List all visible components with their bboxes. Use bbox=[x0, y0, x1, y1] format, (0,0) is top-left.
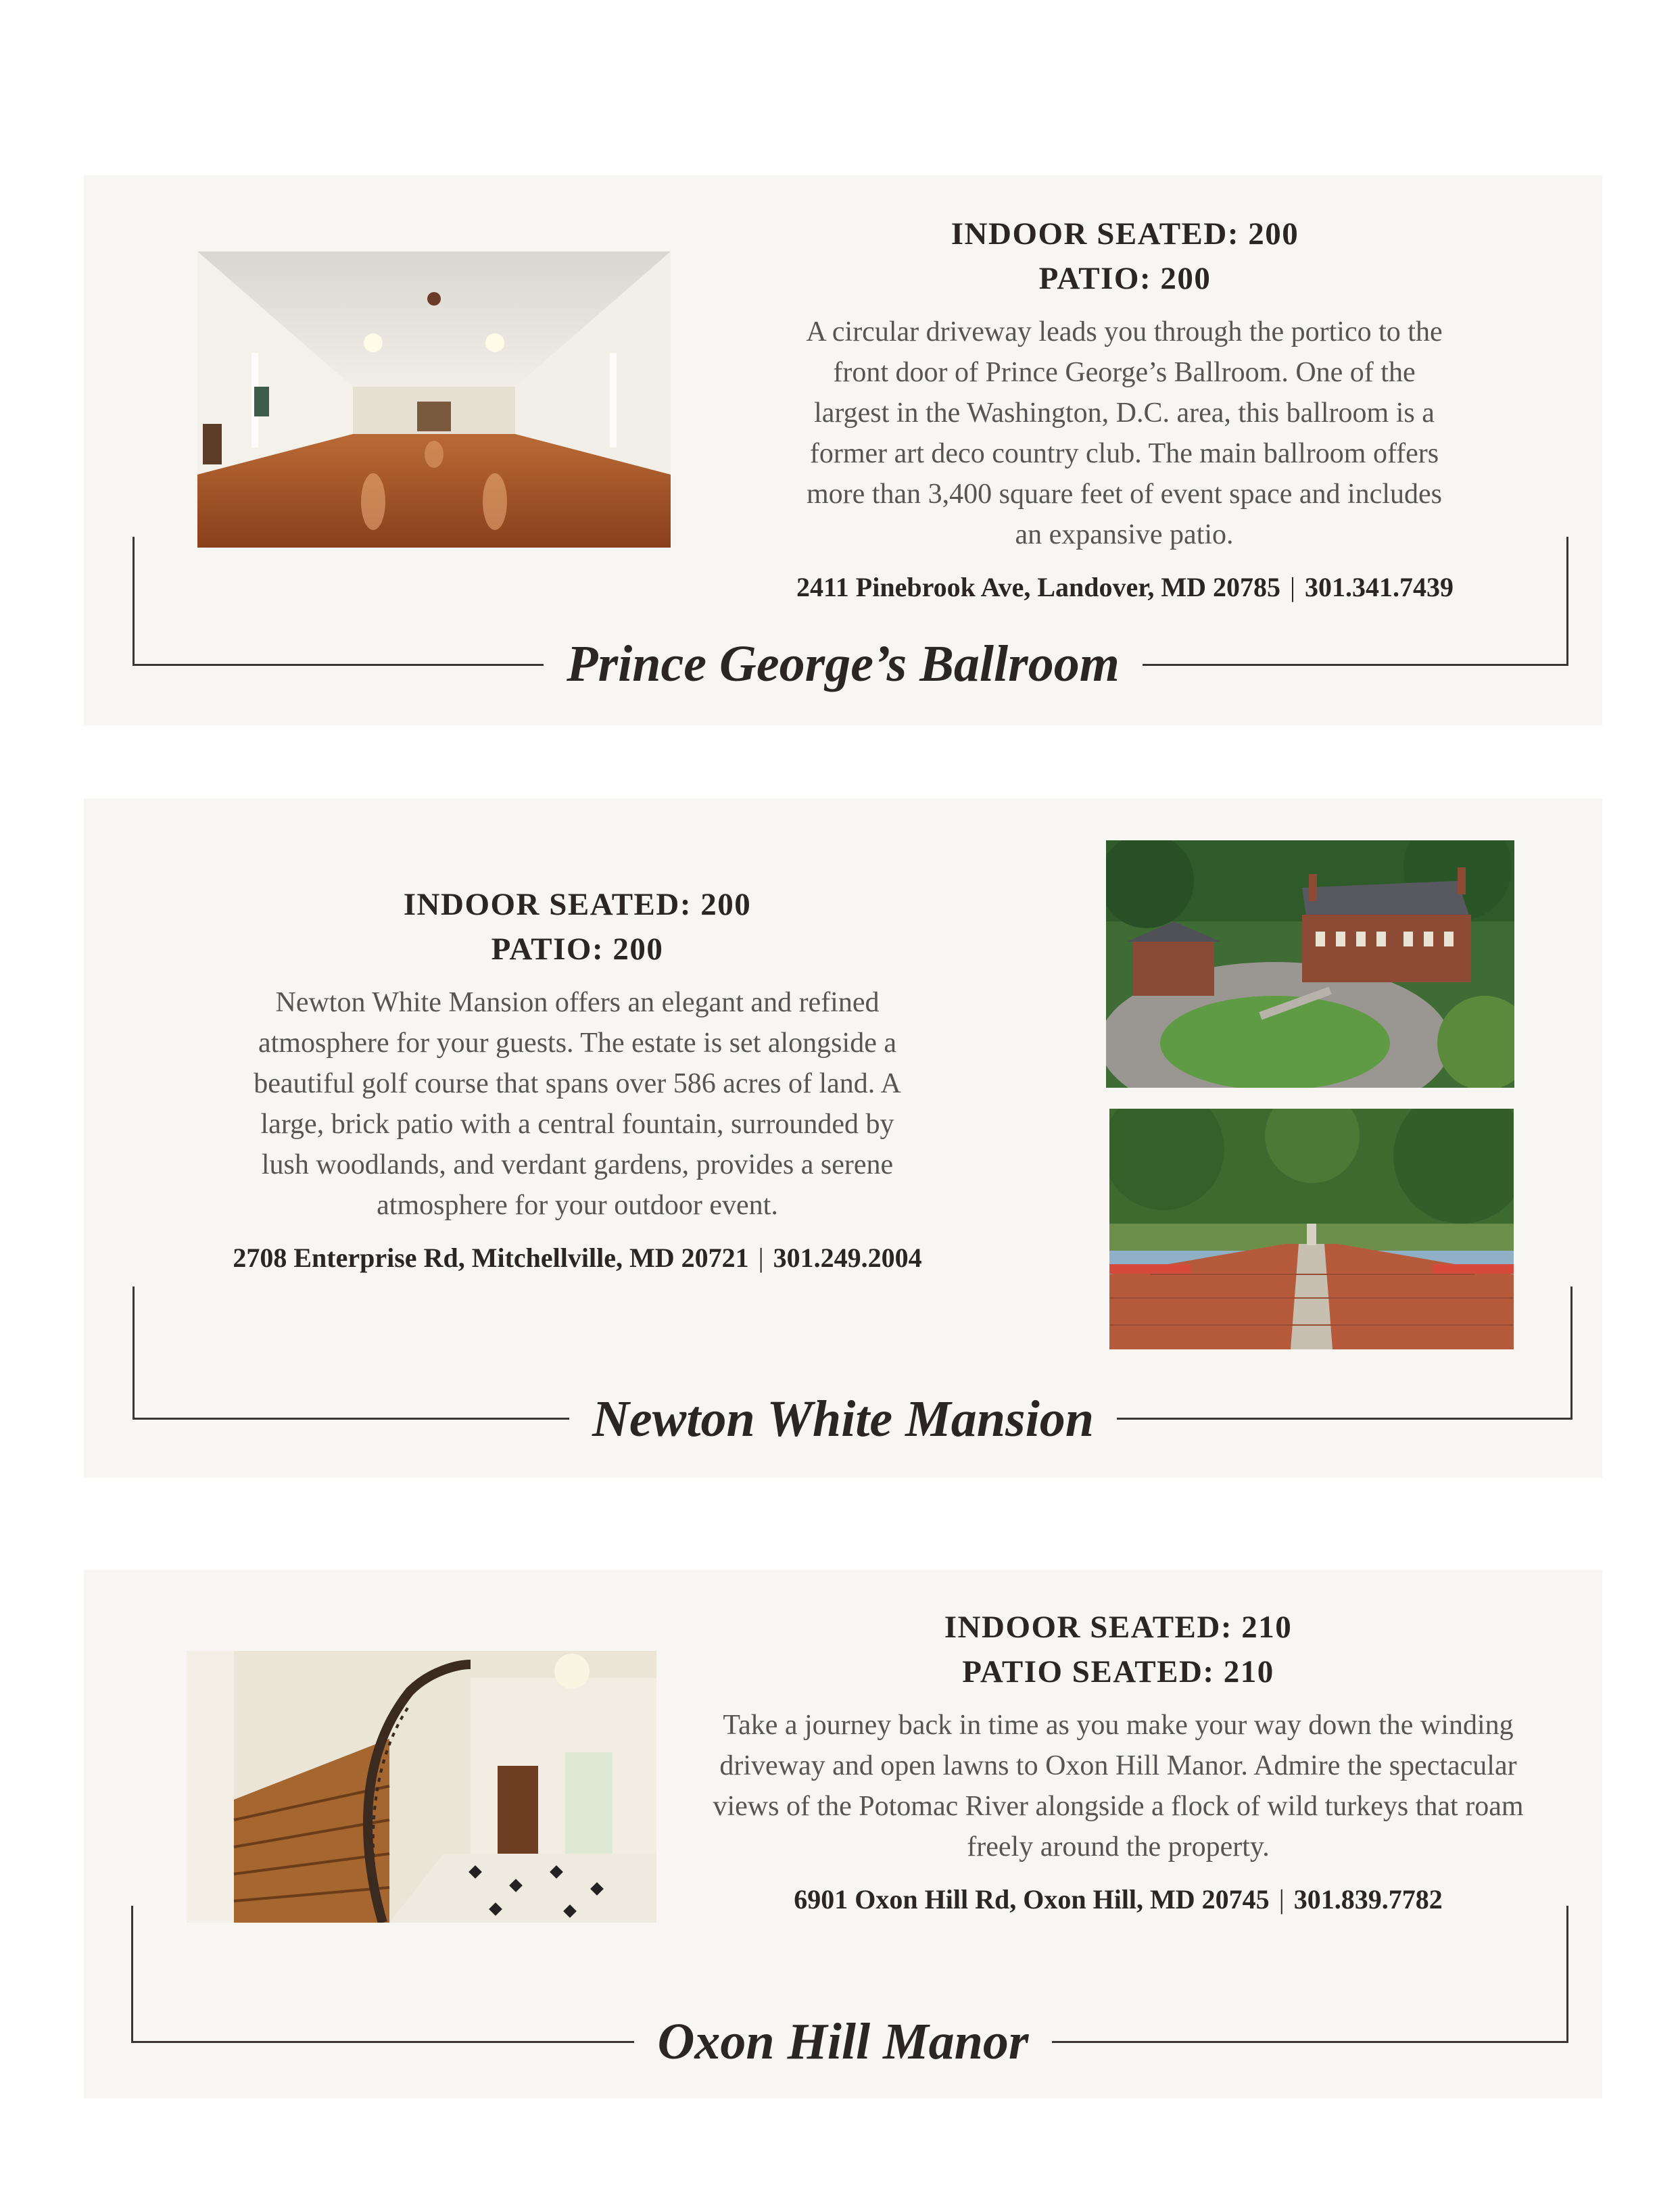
patio-capacity: PATIO: 200 bbox=[1038, 261, 1211, 296]
indoor-capacity: INDOOR SEATED: 200 bbox=[951, 216, 1299, 251]
separator: | bbox=[758, 1243, 764, 1273]
venue-address: 6901 Oxon Hill Rd, Oxon Hill, MD 20745 bbox=[794, 1884, 1270, 1915]
venue-title: Prince George’s Ballroom bbox=[544, 638, 1143, 690]
indoor-capacity: INDOOR SEATED: 200 bbox=[403, 887, 752, 922]
separator: | bbox=[1289, 572, 1295, 602]
venue-contact bbox=[165, 1242, 990, 1274]
venue-phone: 301.839.7782 bbox=[1293, 1884, 1443, 1915]
venue-title: Oxon Hill Manor bbox=[634, 2016, 1051, 2067]
ballroom-interior-photo bbox=[197, 251, 671, 548]
venue-card-oxon-hill-manor bbox=[84, 1570, 1602, 2098]
venue-phone: 301.341.7439 bbox=[1305, 572, 1454, 602]
venue-description: Newton White Mansion offers an elegant and refined atmosphere for your guests. The estate is set alongside a beautiful golf course that spans over 586 acres of land. A large, brick patio with a central fountain, surrounded by lush woodlands, and verdant gardens, provides a serene atmosphere for your outdoor event. bbox=[254, 987, 901, 1221]
staircase-interior-photo bbox=[187, 1651, 656, 1923]
venue-title: Newton White Mansion bbox=[569, 1393, 1117, 1445]
separator: | bbox=[1278, 1884, 1285, 1915]
mansion-aerial-photo bbox=[1106, 840, 1514, 1088]
venue-description: A circular driveway leads you through the portico to the front door of Prince George’s Ballroom. One of the largest in the Washington, D.C. area, this ballroom is a former art deco country club. The main ballroom offers more than 3,400 square feet of event space and includes an expansive patio. bbox=[806, 316, 1443, 550]
venue-address: 2708 Enterprise Rd, Mitchellville, MD 20721 bbox=[233, 1243, 749, 1273]
venue-phone: 301.249.2004 bbox=[773, 1243, 922, 1273]
venue-card-prince-georges-ballroom bbox=[84, 175, 1602, 725]
venue-details bbox=[165, 882, 990, 1274]
venue-address: 2411 Pinebrook Ave, Landover, MD 20785 bbox=[796, 572, 1280, 602]
patio-capacity: PATIO: 200 bbox=[491, 932, 664, 967]
venue-description: Take a journey back in time as you make your way down the winding driveway and open lawns to Oxon Hill Manor. Admire the spectacular views of the Potomac River alongside a flock of wild turkeys that roam freely around the property. bbox=[713, 1710, 1524, 1862]
indoor-capacity: INDOOR SEATED: 210 bbox=[944, 1610, 1293, 1645]
venue-card-newton-white-mansion bbox=[84, 798, 1602, 1478]
patio-capacity: PATIO SEATED: 210 bbox=[962, 1654, 1274, 1689]
venue-details bbox=[679, 1605, 1558, 1915]
